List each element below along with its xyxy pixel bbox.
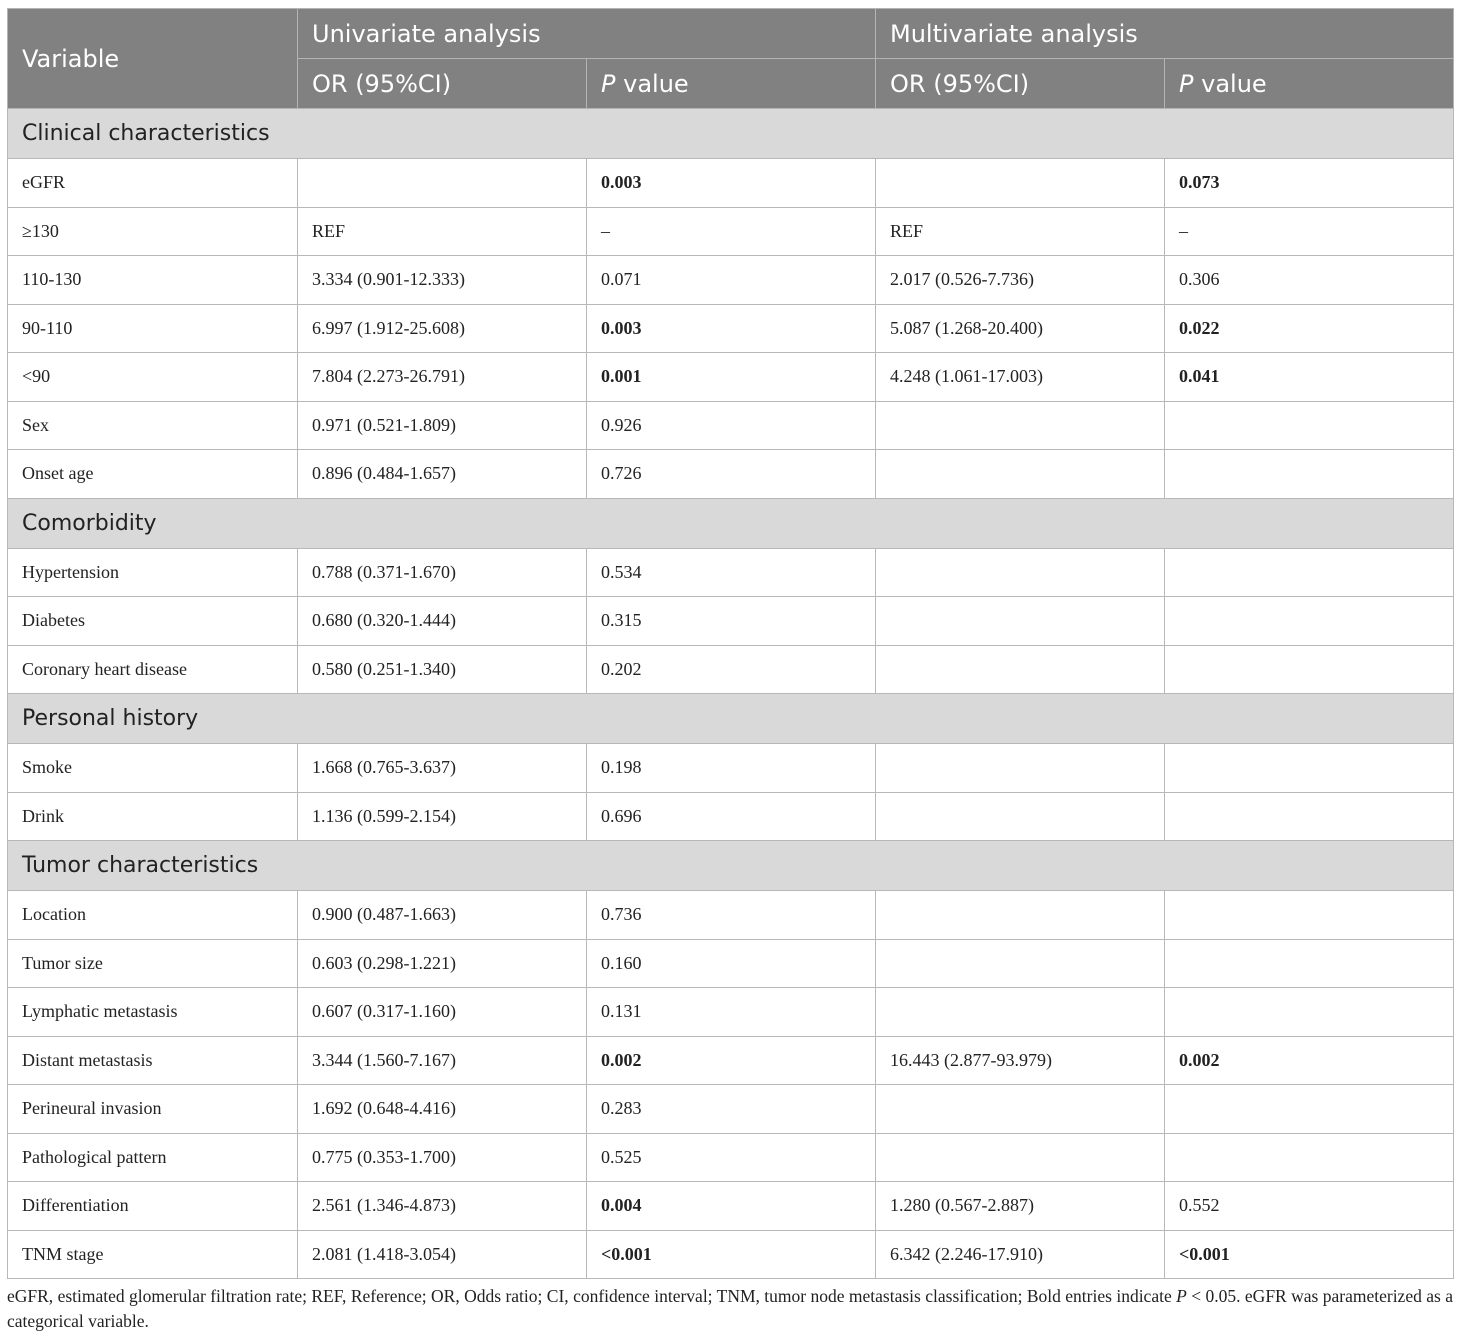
multivariate-p-cell [1165,450,1454,499]
multivariate-or-cell [876,450,1165,499]
multivariate-p-cell: 0.306 [1165,256,1454,305]
table-row [8,1036,1454,1085]
table-header [8,9,1454,109]
table-footnote: eGFR, estimated glomerular filtration rate; REF, Reference; OR, Odds ratio; CI, confidence interval; TNM, tumor node metastasis classification; Bold entries indicate P < 0.05. eGFR was parameterized as a categorical variable. [7,1286,1453,1331]
multivariate-or-cell [876,401,1165,450]
table-row [8,1133,1454,1182]
table-row [8,939,1454,988]
multivariate-p-cell: <0.001 [1165,1230,1454,1279]
section-title: Comorbidity [8,498,1454,548]
multivariate-or-cell: 2.017 (0.526-7.736) [876,256,1165,305]
multivariate-p-cell [1165,548,1454,597]
variable-cell: Tumor size [8,939,298,988]
table-container [7,8,1453,1279]
variable-cell: Lymphatic metastasis [8,988,298,1037]
variable-cell: Diabetes [8,597,298,646]
univariate-p-cell: 0.001 [587,353,876,402]
univariate-p-cell: 0.160 [587,939,876,988]
table-row [8,401,1454,450]
section-row [8,841,1454,891]
variable-cell: Pathological pattern [8,1133,298,1182]
variable-cell: Smoke [8,744,298,793]
univariate-p-cell: 0.726 [587,450,876,499]
table-row [8,159,1454,208]
multivariate-or-cell: REF [876,207,1165,256]
univariate-p-cell: 0.525 [587,1133,876,1182]
variable-cell: <90 [8,353,298,402]
section-row [8,694,1454,744]
variable-cell: 90-110 [8,304,298,353]
multivariate-p-cell [1165,401,1454,450]
table-row [8,1085,1454,1134]
univariate-or-header: OR (95%CI) [298,59,587,109]
multivariate-p-cell [1165,645,1454,694]
table-row [8,207,1454,256]
multivariate-header: Multivariate analysis [876,9,1454,59]
multivariate-or-cell [876,548,1165,597]
univariate-or-cell: 0.580 (0.251-1.340) [298,645,587,694]
section-title: Clinical characteristics [8,109,1454,159]
univariate-p-cell: 0.004 [587,1182,876,1231]
variable-cell: ≥130 [8,207,298,256]
multivariate-p-header: P value [1165,59,1454,109]
variable-cell: eGFR [8,159,298,208]
univariate-p-cell: 0.736 [587,891,876,940]
variable-cell: Onset age [8,450,298,499]
multivariate-or-cell [876,645,1165,694]
multivariate-p-cell [1165,939,1454,988]
variable-cell: TNM stage [8,1230,298,1279]
univariate-or-cell: 2.081 (1.418-3.054) [298,1230,587,1279]
variable-cell: Hypertension [8,548,298,597]
multivariate-or-cell [876,939,1165,988]
multivariate-or-cell [876,1133,1165,1182]
multivariate-or-cell [876,744,1165,793]
table-row [8,548,1454,597]
section-row [8,498,1454,548]
multivariate-or-cell [876,1085,1165,1134]
multivariate-or-cell: 16.443 (2.877-93.979) [876,1036,1165,1085]
variable-cell: Coronary heart disease [8,645,298,694]
multivariate-or-cell [876,159,1165,208]
univariate-or-cell: 1.668 (0.765-3.637) [298,744,587,793]
table-row [8,597,1454,646]
multivariate-p-cell [1165,744,1454,793]
table-row [8,988,1454,1037]
multivariate-p-cell: – [1165,207,1454,256]
univariate-header: Univariate analysis [298,9,876,59]
multivariate-p-cell: 0.041 [1165,353,1454,402]
univariate-p-cell: 0.315 [587,597,876,646]
multivariate-p-cell [1165,792,1454,841]
univariate-or-cell: 7.804 (2.273-26.791) [298,353,587,402]
section-title: Personal history [8,694,1454,744]
multivariate-or-cell: 4.248 (1.061-17.003) [876,353,1165,402]
variable-cell: Sex [8,401,298,450]
univariate-or-cell: 3.344 (1.560-7.167) [298,1036,587,1085]
univariate-or-cell: 0.900 (0.487-1.663) [298,891,587,940]
variable-cell: Differentiation [8,1182,298,1231]
table-row [8,353,1454,402]
univariate-p-cell: 0.002 [587,1036,876,1085]
table-row [8,256,1454,305]
univariate-or-cell: 1.136 (0.599-2.154) [298,792,587,841]
multivariate-or-cell [876,597,1165,646]
section-title: Tumor characteristics [8,841,1454,891]
univariate-or-cell: 2.561 (1.346-4.873) [298,1182,587,1231]
section-row [8,109,1454,159]
multivariate-or-cell: 5.087 (1.268-20.400) [876,304,1165,353]
multivariate-p-cell: 0.002 [1165,1036,1454,1085]
table-row [8,1230,1454,1279]
univariate-p-cell: 0.071 [587,256,876,305]
variable-cell: Drink [8,792,298,841]
univariate-or-cell: REF [298,207,587,256]
table-row [8,792,1454,841]
variable-cell: Perineural invasion [8,1085,298,1134]
multivariate-or-cell: 6.342 (2.246-17.910) [876,1230,1165,1279]
multivariate-p-cell: 0.073 [1165,159,1454,208]
table-row [8,891,1454,940]
univariate-or-cell: 0.603 (0.298-1.221) [298,939,587,988]
multivariate-or-header: OR (95%CI) [876,59,1165,109]
univariate-p-cell: 0.003 [587,304,876,353]
univariate-p-cell: <0.001 [587,1230,876,1279]
univariate-p-cell: 0.198 [587,744,876,793]
table-row [8,450,1454,499]
table-row [8,744,1454,793]
univariate-p-header: P value [587,59,876,109]
multivariate-or-cell: 1.280 (0.567-2.887) [876,1182,1165,1231]
logistic-regression-table [7,8,1454,1279]
table-row [8,645,1454,694]
univariate-or-cell: 6.997 (1.912-25.608) [298,304,587,353]
univariate-or-cell: 0.680 (0.320-1.444) [298,597,587,646]
multivariate-p-cell [1165,891,1454,940]
univariate-or-cell: 0.607 (0.317-1.160) [298,988,587,1037]
variable-header: Variable [8,9,298,109]
univariate-or-cell: 0.896 (0.484-1.657) [298,450,587,499]
variable-cell: Location [8,891,298,940]
univariate-p-cell: 0.003 [587,159,876,208]
univariate-or-cell: 0.775 (0.353-1.700) [298,1133,587,1182]
variable-cell: 110-130 [8,256,298,305]
univariate-or-cell: 3.334 (0.901-12.333) [298,256,587,305]
univariate-p-cell: 0.283 [587,1085,876,1134]
univariate-p-cell: 0.534 [587,548,876,597]
multivariate-or-cell [876,891,1165,940]
univariate-or-cell: 0.971 (0.521-1.809) [298,401,587,450]
univariate-or-cell: 0.788 (0.371-1.670) [298,548,587,597]
univariate-or-cell: 1.692 (0.648-4.416) [298,1085,587,1134]
multivariate-p-cell [1165,1085,1454,1134]
variable-cell: Distant metastasis [8,1036,298,1085]
univariate-p-cell: – [587,207,876,256]
table-row [8,304,1454,353]
univariate-p-cell: 0.202 [587,645,876,694]
multivariate-p-cell [1165,597,1454,646]
multivariate-p-cell: 0.022 [1165,304,1454,353]
multivariate-p-cell: 0.552 [1165,1182,1454,1231]
univariate-p-cell: 0.926 [587,401,876,450]
multivariate-or-cell [876,988,1165,1037]
univariate-p-cell: 0.696 [587,792,876,841]
multivariate-p-cell [1165,1133,1454,1182]
multivariate-or-cell [876,792,1165,841]
multivariate-p-cell [1165,988,1454,1037]
univariate-p-cell: 0.131 [587,988,876,1037]
table-row [8,1182,1454,1231]
table-body [8,109,1454,1279]
univariate-or-cell [298,159,587,208]
